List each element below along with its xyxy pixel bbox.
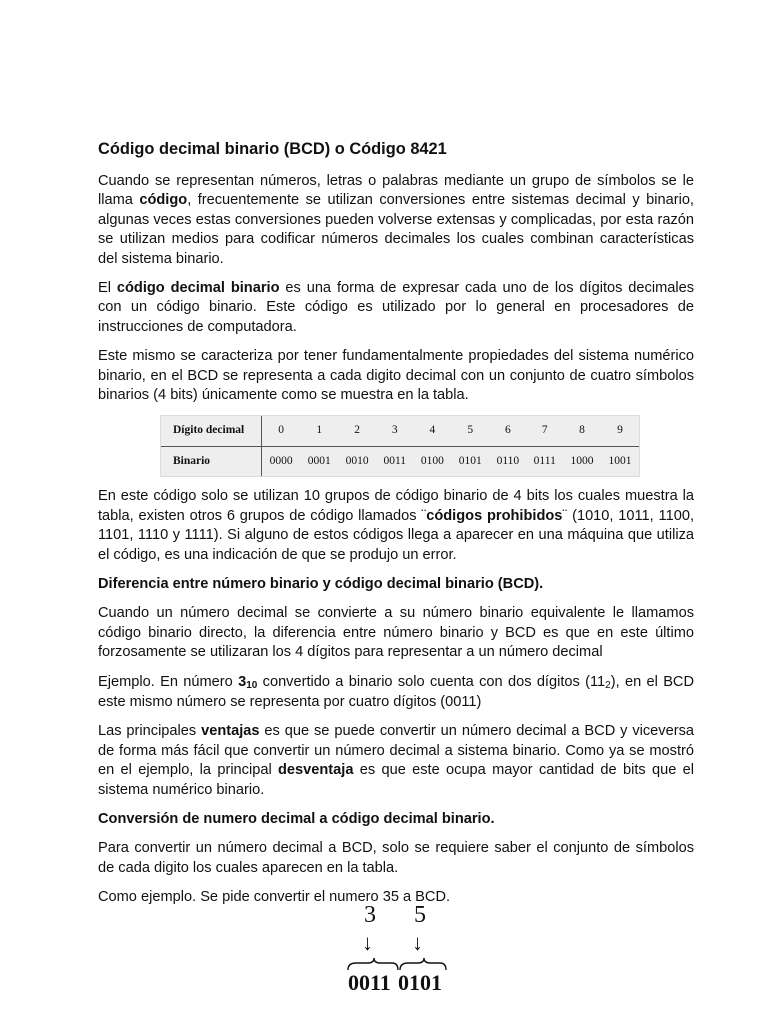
section-heading-difference: Diferencia entre número binario y código decimal binario (BCD). <box>98 575 544 592</box>
table-cell: 0 <box>262 416 301 446</box>
bold-term: desventaja <box>278 762 354 779</box>
table-cell: 8 <box>563 416 601 446</box>
paragraph-advantages <box>98 722 694 800</box>
bcd-conversion-figure <box>340 900 450 1000</box>
example-number: 3 <box>238 673 247 690</box>
table-cell: 0000 <box>269 454 293 467</box>
table-row-digits <box>161 416 639 446</box>
table-row-binary <box>161 446 639 476</box>
text-span: ), en el BCD este mismo número se representa por cuatro dígitos (0011) <box>98 673 695 710</box>
text-span: convertido a binario solo cuenta con dos dígitos (11 <box>257 673 606 690</box>
paragraph-difference: Cuando un número decimal se convierte a su número binario equivalente le llamamos código binario directo, la diferencia entre número binario y BCD es que en este último forzosamente se utilizaran los 4 dígitos para representar a un número decimal <box>98 605 694 661</box>
table-cell: 0001 <box>307 454 331 467</box>
paragraph-characteristics: Este mismo se caracteriza por tener fundamentalmente propiedades del sistema numérico binario, en el BCD se representa a cada digito decimal con un conjunto de cuatro símbolos binarios (4 bits) únicamente como se muestra en la tabla. <box>98 348 694 404</box>
text-span: ¨ (1010, 1011, 1100, 1101, 1110 y 1111). Si alguno de estos códigos llega a aparecer en una máquina que utiliza el código, es una indicación de que se produjo un error. <box>98 507 694 563</box>
table-cell: 1000 <box>570 454 594 467</box>
table-cell: 5 <box>451 416 489 446</box>
table-cell: 0111 <box>533 454 556 467</box>
text-span: , frecuentemente se utilizan conversiones entre sistemas decimal y binario, algunas veces estas conversiones pueden volverse extensas y complicadas, por esta razón se utilizan medios para codificar números decimales los cuales combinan características del sistema binario. <box>98 192 694 267</box>
paragraph-forbidden-codes <box>98 487 694 565</box>
table-cell: 6 <box>489 416 526 446</box>
subscript: 10 <box>246 679 258 691</box>
table-cell: 7 <box>526 416 563 446</box>
table-cell: 0101 <box>458 454 482 467</box>
text-span: es una forma de expresar cada uno de los dígitos decimales con un código binario. Este código es utilizado por lo general en procesadores de instrucciones de computadora. <box>98 280 695 335</box>
paragraph-example-35: Como ejemplo. Se pide convertir el numero 35 a BCD. <box>98 889 451 906</box>
text-span: El <box>98 280 117 297</box>
figure-digit: 5 <box>414 902 426 928</box>
text-span: Las principales <box>98 723 202 740</box>
paragraph-definition <box>98 279 694 337</box>
text-span: es que se puede convertir un número decimal a BCD y viceversa de forma más fácil que convertir un número decimal a sistema binario. Como ya se mostró en el ejemplo, la principal <box>98 723 694 779</box>
document-body <box>98 138 694 918</box>
table-row-label: Binario <box>161 446 262 476</box>
page-title: Código decimal binario (BCD) o Código 8421 <box>98 140 447 158</box>
table-cell: 3 <box>376 416 413 446</box>
section-heading-conversion: Conversión de numero decimal a código decimal binario. <box>98 810 495 827</box>
figure-bcd-code: 0011 <box>348 970 391 995</box>
text-span: es que este ocupa mayor cantidad de bits que el sistema numérico binario. <box>98 762 695 798</box>
paragraph-conversion: Para convertir un número decimal a BCD, solo se requiere saber el conjunto de símbolos de cada digito los cuales aparecen en la tabla. <box>98 840 694 876</box>
figure-digit: 3 <box>364 902 376 928</box>
table-cell: 0011 <box>383 454 407 467</box>
bold-term: códigos prohibidos <box>426 507 563 524</box>
text-span: Cuando se representan números, letras o palabras mediante un grupo de símbolos se le llama <box>98 173 694 209</box>
table-cell: 0100 <box>420 454 444 467</box>
table-cell: 2 <box>338 416 376 446</box>
figure-bcd-code: 0101 <box>398 970 442 995</box>
text-span: En este código solo se utilizan 10 grupos de código binario de 4 bits los cuales muestra la tabla, existen otros 6 grupos de código llamados ¨ <box>98 488 694 524</box>
table-cell: 0110 <box>496 454 520 467</box>
bold-term: código decimal binario <box>116 280 280 297</box>
table-cell: 1001 <box>608 454 632 467</box>
table-cell: 9 <box>601 416 639 446</box>
down-arrow-icon: ↓ <box>412 930 423 955</box>
subscript: 2 <box>605 679 611 691</box>
bcd-table <box>160 415 640 477</box>
paragraph-intro <box>98 172 694 269</box>
table-row-label: Dígito decimal <box>161 416 262 446</box>
text-span: Ejemplo. En número <box>98 673 239 690</box>
bold-term: código <box>139 192 188 209</box>
table-cell: 1 <box>300 416 338 446</box>
table-cell: 0010 <box>345 454 369 467</box>
bold-term: ventajas <box>201 723 260 740</box>
table-cell: 4 <box>413 416 451 446</box>
down-arrow-icon: ↓ <box>362 930 373 955</box>
paragraph-example <box>98 673 694 713</box>
